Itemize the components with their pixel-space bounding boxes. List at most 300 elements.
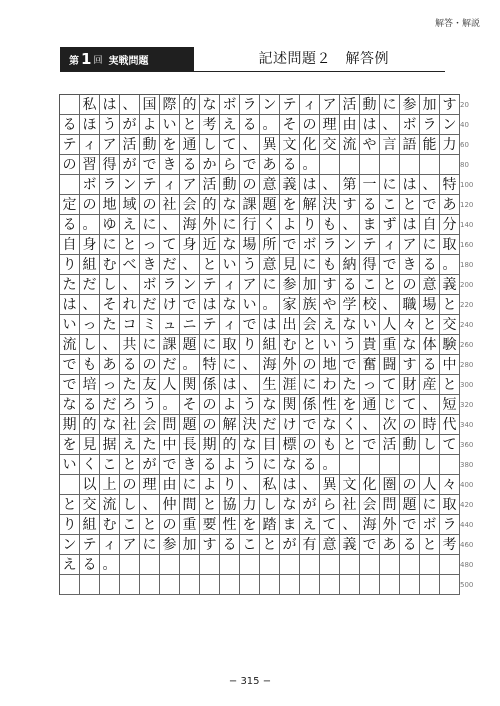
- grid-cell: む: [100, 515, 120, 535]
- grid-cell: テ: [60, 135, 80, 155]
- grid-cell: 々: [440, 475, 460, 495]
- grid-cell: っ: [140, 235, 160, 255]
- grid-cell: あ: [380, 535, 400, 555]
- grid-cell: 係: [200, 375, 220, 395]
- grid-cell: 友: [140, 375, 160, 395]
- grid-cell: で: [140, 155, 160, 175]
- grid-cell: [420, 155, 440, 175]
- grid-cell: 地: [100, 195, 120, 215]
- grid-cell: る: [60, 215, 80, 235]
- grid-cell: 、: [420, 395, 440, 415]
- grid-cell: 、: [100, 335, 120, 355]
- grid-cell: ア: [400, 235, 420, 255]
- grid-cell: 第: [340, 175, 360, 195]
- grid-cell: 間: [180, 495, 200, 515]
- grid-cell: の: [300, 435, 320, 455]
- grid-cell: な: [100, 415, 120, 435]
- grid-cell: [420, 555, 440, 575]
- grid-cell: 係: [300, 395, 320, 415]
- grid-cell: 性: [220, 515, 240, 535]
- grid-cell: 学: [340, 295, 360, 315]
- grid-cell: [400, 155, 420, 175]
- grid-cell: 的: [80, 415, 100, 435]
- grid-cell: [360, 555, 380, 575]
- grid-cell: の: [400, 275, 420, 295]
- grid-cell: の: [200, 415, 220, 435]
- grid-cell: 、: [320, 175, 340, 195]
- grid-cell: 海: [180, 215, 200, 235]
- grid-cell: ニ: [180, 315, 200, 335]
- grid-cell: 会: [300, 315, 320, 335]
- grid-cell: は: [220, 375, 240, 395]
- grid-cell: で: [280, 235, 300, 255]
- grid-cell: 意: [260, 175, 280, 195]
- grid-cell: 題: [260, 195, 280, 215]
- grid-cell: に: [380, 95, 400, 115]
- grid-cell: 代: [440, 415, 460, 435]
- grid-cell: た: [100, 315, 120, 335]
- grid-cell: 海: [260, 355, 280, 375]
- grid-cell: る: [220, 535, 240, 555]
- grid-cell: 文: [340, 475, 360, 495]
- grid-cell: [120, 575, 140, 595]
- grid-cell: の: [300, 355, 320, 375]
- grid-cell: よ: [140, 115, 160, 135]
- grid-cell: 、: [140, 495, 160, 515]
- grid-cell: 活: [340, 95, 360, 115]
- grid-cell: っ: [80, 315, 100, 335]
- grid-cell: 会: [180, 195, 200, 215]
- grid-cell: こ: [100, 455, 120, 475]
- grid-cell: ラ: [160, 275, 180, 295]
- section-badge: [60, 47, 194, 71]
- grid-cell: ア: [100, 135, 120, 155]
- grid-cell: で: [360, 535, 380, 555]
- grid-cell: 。: [260, 295, 280, 315]
- grid-cell: や: [320, 295, 340, 315]
- grid-cell: 取: [220, 335, 240, 355]
- grid-cell: 解: [300, 195, 320, 215]
- grid-cell: テ: [360, 235, 380, 255]
- grid-cell: 人: [160, 375, 180, 395]
- grid-cell: 外: [280, 355, 300, 375]
- grid-cell: こ: [120, 515, 140, 535]
- grid-cell: う: [240, 255, 260, 275]
- grid-cell: て: [400, 395, 420, 415]
- grid-cell: の: [400, 415, 420, 435]
- grid-cell: 、: [340, 515, 360, 535]
- grid-cell: 的: [220, 435, 240, 455]
- grid-cell: [180, 555, 200, 575]
- grid-cell: [340, 455, 360, 475]
- grid-cell: 、: [180, 255, 200, 275]
- grid-cell: [380, 155, 400, 175]
- grid-cell: 意: [260, 255, 280, 275]
- grid-cell: [140, 555, 160, 575]
- grid-cell: 。: [320, 455, 340, 475]
- grid-cell: [440, 575, 460, 595]
- grid-cell: ま: [280, 515, 300, 535]
- grid-cell: [360, 455, 380, 475]
- grid-cell: 社: [120, 415, 140, 435]
- grid-cell: の: [80, 195, 100, 215]
- grid-cell: 組: [260, 335, 280, 355]
- char-count-label: 260: [460, 341, 474, 349]
- grid-cell: う: [240, 395, 260, 415]
- grid-cell: 人: [420, 475, 440, 495]
- grid-cell: は: [280, 475, 300, 495]
- grid-cell: ン: [340, 235, 360, 255]
- grid-cell: 通: [360, 395, 380, 415]
- char-count-label: 460: [460, 541, 474, 549]
- char-count-label: 340: [460, 421, 474, 429]
- char-count-label: 220: [460, 301, 474, 309]
- grid-cell: テ: [200, 275, 220, 295]
- grid-cell: が: [140, 455, 160, 475]
- grid-cell: き: [140, 255, 160, 275]
- grid-cell: の: [60, 155, 80, 175]
- grid-cell: 、: [240, 355, 260, 375]
- grid-cell: な: [240, 435, 260, 455]
- grid-cell: ィ: [100, 535, 120, 555]
- grid-cell: ま: [360, 215, 380, 235]
- grid-cell: く: [340, 415, 360, 435]
- grid-cell: 場: [240, 235, 260, 255]
- grid-cell: 社: [340, 495, 360, 515]
- grid-cell: よ: [220, 455, 240, 475]
- char-count-label: 180: [460, 261, 474, 269]
- grid-cell: だ: [100, 395, 120, 415]
- grid-cell: が: [120, 115, 140, 135]
- grid-cell: 流: [340, 135, 360, 155]
- grid-cell: も: [320, 435, 340, 455]
- grid-cell: と: [200, 255, 220, 275]
- grid-cell: の: [300, 115, 320, 135]
- grid-cell: こ: [360, 275, 380, 295]
- grid-cell: 。: [300, 155, 320, 175]
- grid-cell: が: [300, 495, 320, 515]
- grid-cell: 近: [200, 235, 220, 255]
- grid-cell: 取: [440, 495, 460, 515]
- char-count-label: 60: [460, 141, 469, 149]
- manuscript-grid: [59, 94, 460, 595]
- grid-cell: 期: [200, 435, 220, 455]
- grid-cell: 短: [440, 395, 460, 415]
- grid-cell: た: [340, 375, 360, 395]
- grid-cell: 出: [280, 315, 300, 335]
- grid-cell: に: [300, 255, 320, 275]
- grid-cell: 奮: [360, 355, 380, 375]
- char-count-label: 480: [460, 561, 474, 569]
- grid-cell: え: [120, 215, 140, 235]
- grid-cell: そ: [100, 295, 120, 315]
- grid-cell: 題: [180, 415, 200, 435]
- grid-cell: 校: [360, 295, 380, 315]
- grid-cell: の: [140, 355, 160, 375]
- grid-cell: 。: [440, 255, 460, 275]
- grid-cell: で: [60, 375, 80, 395]
- grid-cell: コ: [120, 315, 140, 335]
- grid-cell: 圏: [380, 475, 400, 495]
- grid-cell: ン: [180, 275, 200, 295]
- grid-cell: も: [320, 215, 340, 235]
- grid-cell: [320, 155, 340, 175]
- grid-cell: [220, 575, 240, 595]
- grid-cell: 、: [80, 295, 100, 315]
- grid-cell: 見: [80, 435, 100, 455]
- grid-cell: 的: [180, 95, 200, 115]
- grid-cell: い: [240, 295, 260, 315]
- grid-cell: う: [100, 115, 120, 135]
- char-count-label: 420: [460, 501, 474, 509]
- grid-cell: な: [220, 295, 240, 315]
- grid-cell: 。: [100, 555, 120, 575]
- grid-cell: ン: [260, 95, 280, 115]
- grid-cell: に: [380, 175, 400, 195]
- grid-cell: ら: [220, 155, 240, 175]
- grid-cell: [60, 175, 80, 195]
- grid-cell: 動: [400, 435, 420, 455]
- grid-cell: [200, 575, 220, 595]
- grid-cell: で: [360, 435, 380, 455]
- grid-cell: い: [220, 255, 240, 275]
- grid-cell: ラ: [100, 175, 120, 195]
- grid-cell: 域: [120, 195, 140, 215]
- grid-cell: ラ: [240, 95, 260, 115]
- grid-cell: ン: [440, 115, 460, 135]
- grid-cell: か: [200, 155, 220, 175]
- grid-cell: る: [120, 355, 140, 375]
- grid-cell: 協: [220, 495, 240, 515]
- grid-cell: え: [300, 515, 320, 535]
- grid-cell: と: [340, 435, 360, 455]
- grid-cell: 据: [100, 435, 120, 455]
- grid-cell: [60, 475, 80, 495]
- grid-cell: の: [240, 175, 260, 195]
- grid-cell: な: [280, 495, 300, 515]
- grid-cell: 義: [440, 275, 460, 295]
- grid-cell: [400, 575, 420, 595]
- grid-cell: ア: [180, 175, 200, 195]
- grid-cell: 参: [160, 535, 180, 555]
- grid-cell: 考: [200, 115, 220, 135]
- grid-cell: 、: [120, 275, 140, 295]
- char-count-label: 140: [460, 221, 474, 229]
- grid-cell: [260, 575, 280, 595]
- char-count-label: 120: [460, 201, 474, 209]
- grid-cell: 、: [380, 295, 400, 315]
- grid-cell: 、: [240, 475, 260, 495]
- grid-cell: わ: [320, 375, 340, 395]
- grid-cell: し: [100, 275, 120, 295]
- grid-cell: 関: [180, 375, 200, 395]
- badge-unit: 回: [93, 55, 103, 66]
- grid-cell: り: [240, 335, 260, 355]
- badge-prefix: 第: [69, 55, 79, 67]
- grid-cell: テ: [80, 535, 100, 555]
- grid-cell: [400, 455, 420, 475]
- grid-cell: の: [120, 475, 140, 495]
- grid-cell: 人: [380, 315, 400, 335]
- grid-cell: あ: [440, 195, 460, 215]
- grid-cell: 時: [420, 415, 440, 435]
- grid-cell: [120, 555, 140, 575]
- char-count-label: 440: [460, 521, 474, 529]
- grid-cell: べ: [120, 255, 140, 275]
- grid-cell: 関: [280, 395, 300, 415]
- grid-cell: す: [440, 95, 460, 115]
- grid-cell: 決: [240, 415, 260, 435]
- running-head: 解答・解説: [434, 19, 480, 29]
- grid-cell: え: [60, 555, 80, 575]
- grid-cell: 族: [300, 295, 320, 315]
- grid-cell: 験: [440, 335, 460, 355]
- grid-cell: だ: [140, 295, 160, 315]
- grid-cell: だ: [160, 255, 180, 275]
- grid-cell: っ: [100, 375, 120, 395]
- grid-cell: 重: [380, 335, 400, 355]
- grid-cell: 題: [180, 335, 200, 355]
- grid-cell: は: [400, 215, 420, 235]
- grid-cell: と: [420, 315, 440, 335]
- grid-cell: 問: [160, 415, 180, 435]
- grid-cell: け: [280, 415, 300, 435]
- grid-cell: 体: [420, 335, 440, 355]
- grid-cell: 参: [400, 95, 420, 115]
- grid-cell: [380, 575, 400, 595]
- grid-cell: 活: [120, 135, 140, 155]
- grid-cell: 活: [200, 175, 220, 195]
- grid-cell: [220, 555, 240, 575]
- grid-cell: 外: [200, 215, 220, 235]
- grid-cell: で: [60, 355, 80, 375]
- grid-cell: て: [380, 375, 400, 395]
- grid-cell: 自: [60, 235, 80, 255]
- grid-cell: だ: [80, 275, 100, 295]
- grid-cell: ボ: [80, 175, 100, 195]
- grid-cell: で: [380, 255, 400, 275]
- grid-cell: じ: [380, 395, 400, 415]
- grid-cell: 由: [340, 115, 360, 135]
- grid-cell: こ: [380, 195, 400, 215]
- char-count-label: 500: [460, 581, 474, 589]
- grid-cell: ュ: [160, 315, 180, 335]
- grid-cell: テ: [280, 95, 300, 115]
- grid-cell: し: [80, 335, 100, 355]
- grid-cell: る: [420, 255, 440, 275]
- grid-cell: り: [300, 215, 320, 235]
- grid-cell: く: [260, 215, 280, 235]
- grid-cell: 活: [380, 435, 400, 455]
- grid-cell: 行: [240, 215, 260, 235]
- grid-cell: 交: [440, 315, 460, 335]
- grid-cell: に: [140, 535, 160, 555]
- grid-cell: る: [80, 395, 100, 415]
- grid-cell: [180, 575, 200, 595]
- grid-cell: も: [80, 355, 100, 375]
- char-count-label: 200: [460, 281, 474, 289]
- grid-cell: ン: [60, 535, 80, 555]
- grid-cell: と: [440, 375, 460, 395]
- grid-cell: る: [300, 455, 320, 475]
- grid-cell: と: [380, 275, 400, 295]
- grid-cell: 文: [280, 135, 300, 155]
- grid-cell: な: [280, 455, 300, 475]
- grid-cell: [340, 555, 360, 575]
- grid-cell: は: [60, 295, 80, 315]
- grid-cell: 標: [280, 435, 300, 455]
- grid-cell: よ: [280, 215, 300, 235]
- grid-cell: は: [300, 175, 320, 195]
- grid-cell: [360, 575, 380, 595]
- grid-cell: な: [400, 335, 420, 355]
- char-count-label: 20: [460, 101, 469, 109]
- grid-cell: 題: [400, 495, 420, 515]
- grid-cell: な: [220, 235, 240, 255]
- grid-cell: ほ: [80, 115, 100, 135]
- grid-cell: る: [80, 555, 100, 575]
- grid-cell: た: [60, 275, 80, 295]
- grid-cell: 組: [80, 515, 100, 535]
- grid-cell: 語: [400, 135, 420, 155]
- grid-cell: ィ: [220, 315, 240, 335]
- grid-cell: よ: [200, 475, 220, 495]
- grid-cell: 義: [340, 535, 360, 555]
- grid-cell: ゆ: [100, 215, 120, 235]
- grid-cell: 職: [400, 295, 420, 315]
- grid-cell: 加: [180, 535, 200, 555]
- grid-cell: ら: [320, 495, 340, 515]
- grid-cell: い: [60, 455, 80, 475]
- grid-cell: ィ: [380, 235, 400, 255]
- grid-cell: 理: [320, 115, 340, 135]
- grid-cell: に: [100, 235, 120, 255]
- page-title: 記述問題２ 解答例: [258, 51, 389, 67]
- grid-cell: 定: [60, 195, 80, 215]
- grid-cell: 外: [380, 515, 400, 535]
- grid-cell: で: [300, 415, 320, 435]
- grid-cell: に: [300, 375, 320, 395]
- grid-cell: む: [280, 335, 300, 355]
- grid-cell: 性: [320, 395, 340, 415]
- grid-cell: っ: [360, 375, 380, 395]
- grid-cell: 決: [320, 195, 340, 215]
- grid-cell: 社: [160, 195, 180, 215]
- grid-cell: 所: [260, 235, 280, 255]
- grid-cell: 私: [260, 475, 280, 495]
- badge-number: 1: [81, 50, 92, 68]
- grid-cell: い: [360, 315, 380, 335]
- grid-cell: 異: [260, 135, 280, 155]
- grid-cell: る: [240, 115, 260, 135]
- grid-cell: 有: [300, 535, 320, 555]
- grid-cell: [280, 575, 300, 595]
- grid-cell: 上: [100, 475, 120, 495]
- grid-cell: [80, 575, 100, 595]
- grid-cell: の: [400, 475, 420, 495]
- grid-cell: 、: [300, 475, 320, 495]
- grid-cell: 身: [80, 235, 100, 255]
- grid-cell: る: [280, 155, 300, 175]
- grid-cell: ラ: [320, 235, 340, 255]
- grid-cell: 的: [200, 195, 220, 215]
- grid-cell: テ: [200, 315, 220, 335]
- grid-cell: 、: [160, 215, 180, 235]
- grid-cell: 自: [420, 215, 440, 235]
- char-count-label: 300: [460, 381, 474, 389]
- grid-cell: む: [100, 255, 120, 275]
- grid-cell: 海: [360, 515, 380, 535]
